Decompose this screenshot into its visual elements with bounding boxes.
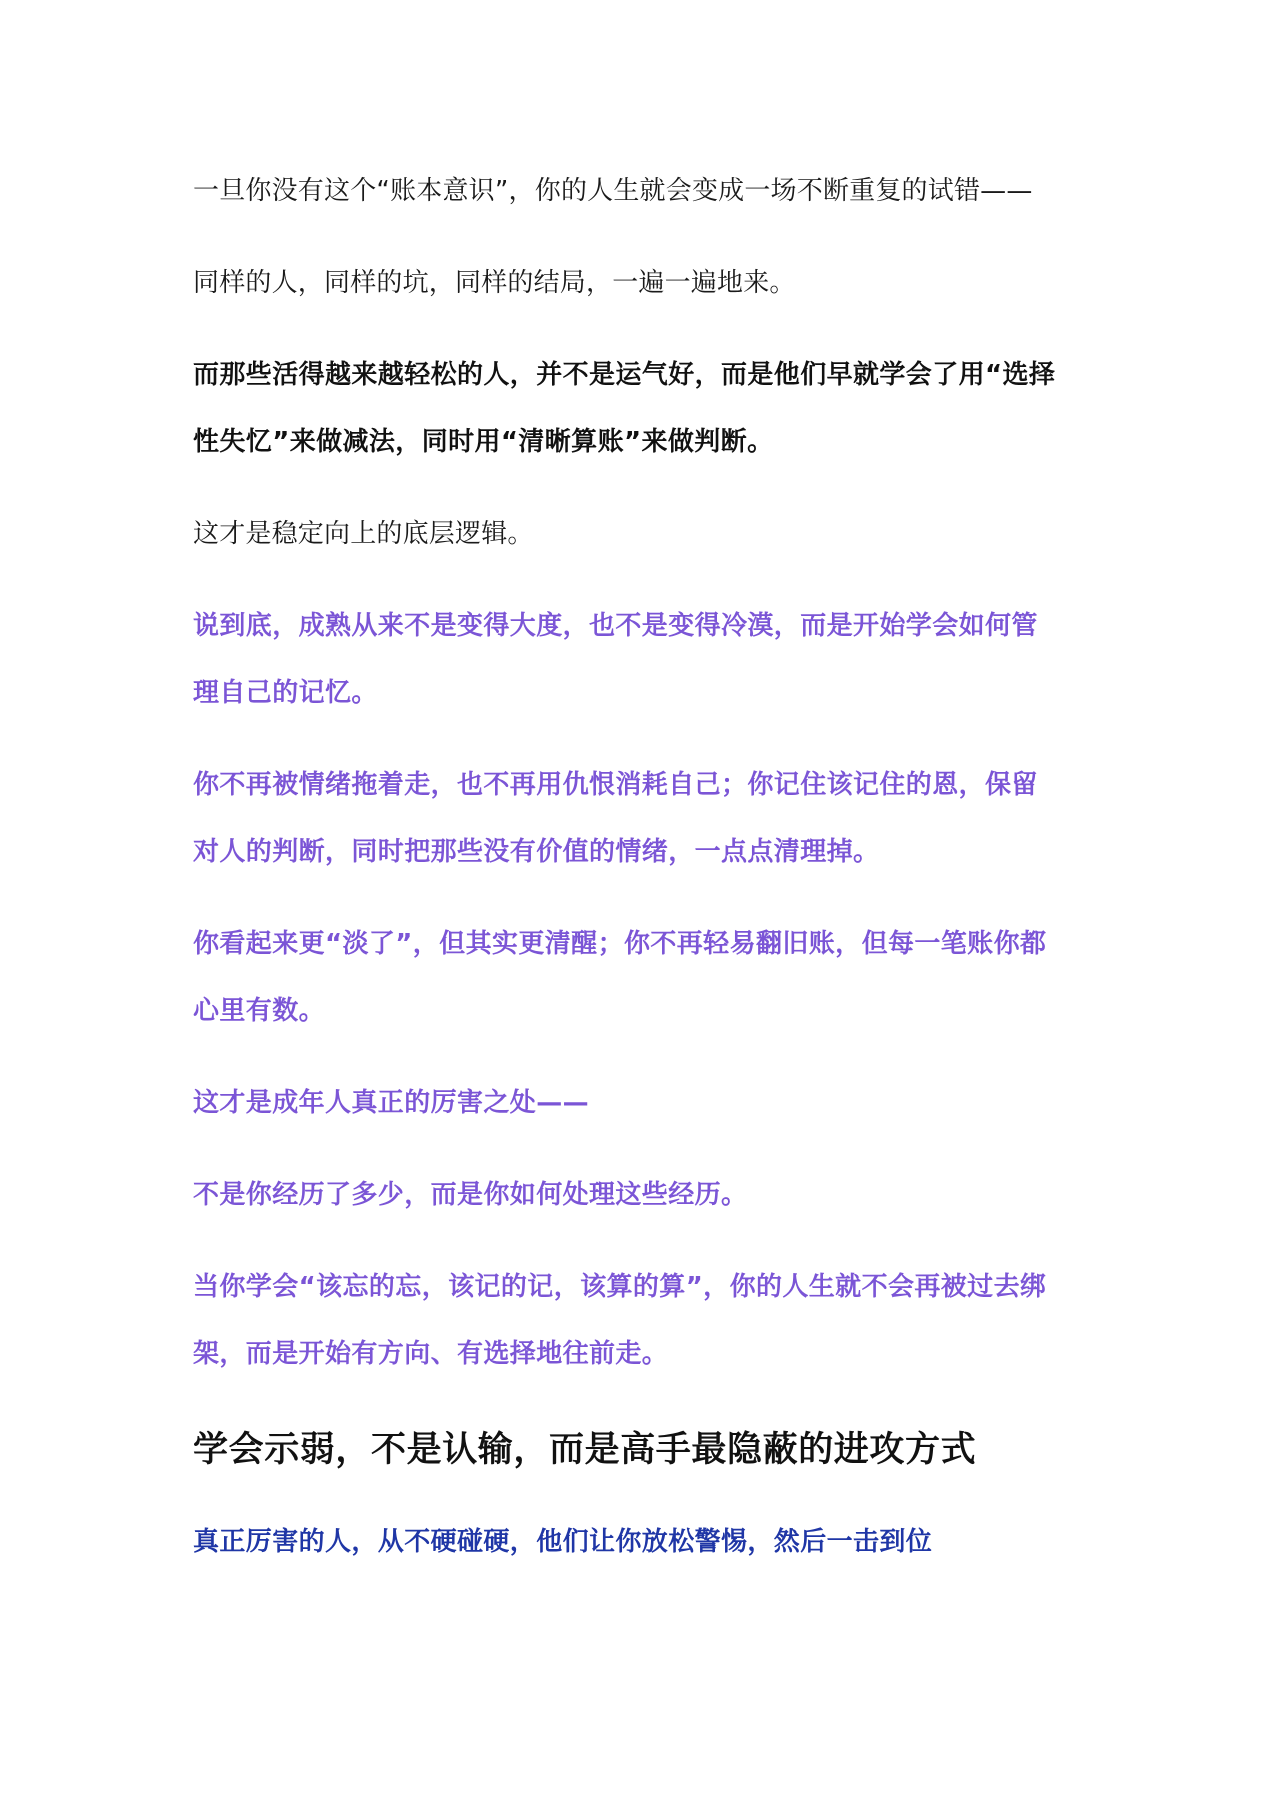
paragraph-5-line-1: 说到底，成熟从来不是变得大度，也不是变得冷漠，而是开始学会如何管 [193, 611, 1038, 641]
paragraph-3-line-1: 而那些活得越来越轻松的人，并不是运气好，而是他们早就学会了用“选择 [193, 360, 1056, 390]
section-heading: 学会示弱，不是认输，而是高手最隐蔽的进攻方式 [193, 1430, 977, 1470]
paragraph-7-line-1: 你看起来更“淡了”，但其实更清醒；你不再轻易翻旧账，但每一笔账你都 [193, 929, 1047, 959]
paragraph-6-line-2: 对人的判断，同时把那些没有价值的情绪，一点点清理掉。 [193, 837, 880, 867]
paragraph-6-line-1: 你不再被情绪拖着走，也不再用仇恨消耗自己；你记住该记住的恩，保留 [193, 770, 1038, 800]
section-subheading: 真正厉害的人，从不硬碰硬，他们让你放松警惕，然后一击到位 [193, 1527, 933, 1557]
paragraph-9-line-1: 不是你经历了多少，而是你如何处理这些经历。 [193, 1180, 748, 1210]
paragraph-5-line-2: 理自己的记忆。 [193, 678, 378, 708]
paragraph-10-line-2: 架，而是开始有方向、有选择地往前走。 [193, 1339, 669, 1369]
paragraph-1-line-1: 一旦你没有这个“账本意识”，你的人生就会变成一场不断重复的试错—— [193, 176, 1033, 206]
paragraph-3-line-2: 性失忆”来做减法，同时用“清晰算账”来做判断。 [193, 427, 774, 457]
paragraph-8-line-1: 这才是成年人真正的厉害之处—— [193, 1088, 590, 1118]
paragraph-4-line-1: 这才是稳定向上的底层逻辑。 [193, 519, 534, 549]
paragraph-10-line-1: 当你学会“该忘的忘，该记的记，该算的算”，你的人生就不会再被过去绑 [193, 1272, 1047, 1302]
paragraph-2-line-1: 同样的人，同样的坑，同样的结局，一遍一遍地来。 [193, 268, 796, 298]
paragraph-7-line-2: 心里有数。 [193, 996, 326, 1026]
